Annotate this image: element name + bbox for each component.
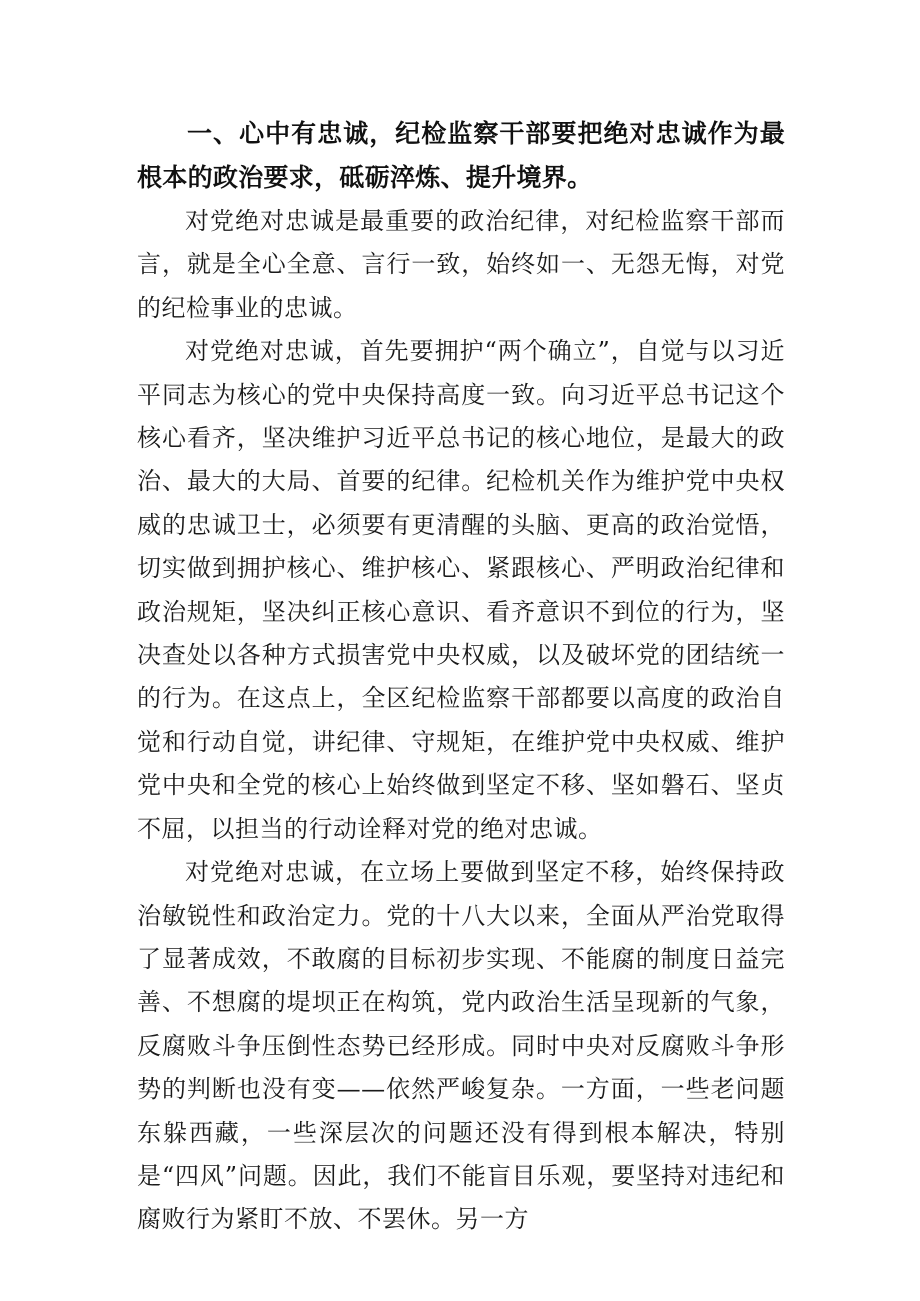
paragraph-1: 对党绝对忠诚是最重要的政治纪律，对纪检监察干部而言，就是全心全意、言行一致，始终如一、无怨无悔，对党的纪检事业的忠诚。 [137,207,785,322]
paragraph-3: 对党绝对忠诚，在立场上要做到坚定不移，始终保持政治敏锐性和政治定力。党的十八大以来，全面从严治党取得了显著成效，不敢腐的目标初步实现、不能腐的制度日益完善、不想腐的堤坝正在构筑，党内政治生活呈现新的气象，反腐败斗争压倒性态势已经形成。同时中央对反腐败斗争形势的判断也没有变——依然严峻复杂。一方面，一些老问题东躲西藏，一些深层次的问题还没有得到根本解决，特别是“四风”问题。因此，我们不能盲目乐观，要坚持对违纪和腐败行为紧盯不放、不罢休。另一方 [137,858,785,1234]
document-body [137,112,785,1242]
section-heading: 一、心中有忠诚，纪检监察干部要把绝对忠诚作为最根本的政治要求，砥砺淬炼、提升境界。 [137,119,785,192]
paragraph-2: 对党绝对忠诚，首先要拥护“两个确立”，自觉与以习近平同志为核心的党中央保持高度一致。向习近平总书记这个核心看齐，坚决维护习近平总书记的核心地位，是最大的政治、最大的大局、首要的纪律。纪检机关作为维护党中央权威的忠诚卫士，必须要有更清醒的头脑、更高的政治觉悟，切实做到拥护核心、维护核心、紧跟核心、严明政治纪律和政治规矩，坚决纠正核心意识、看齐意识不到位的行为，坚决查处以各种方式损害党中央权威，以及破坏党的团结统一的行为。在这点上，全区纪检监察干部都要以高度的政治自觉和行动自觉，讲纪律、守规矩，在维护党中央权威、维护党中央和全党的核心上始终做到坚定不移、坚如磐石、坚贞不屈，以担当的行动诠释对党的绝对忠诚。 [137,337,785,843]
